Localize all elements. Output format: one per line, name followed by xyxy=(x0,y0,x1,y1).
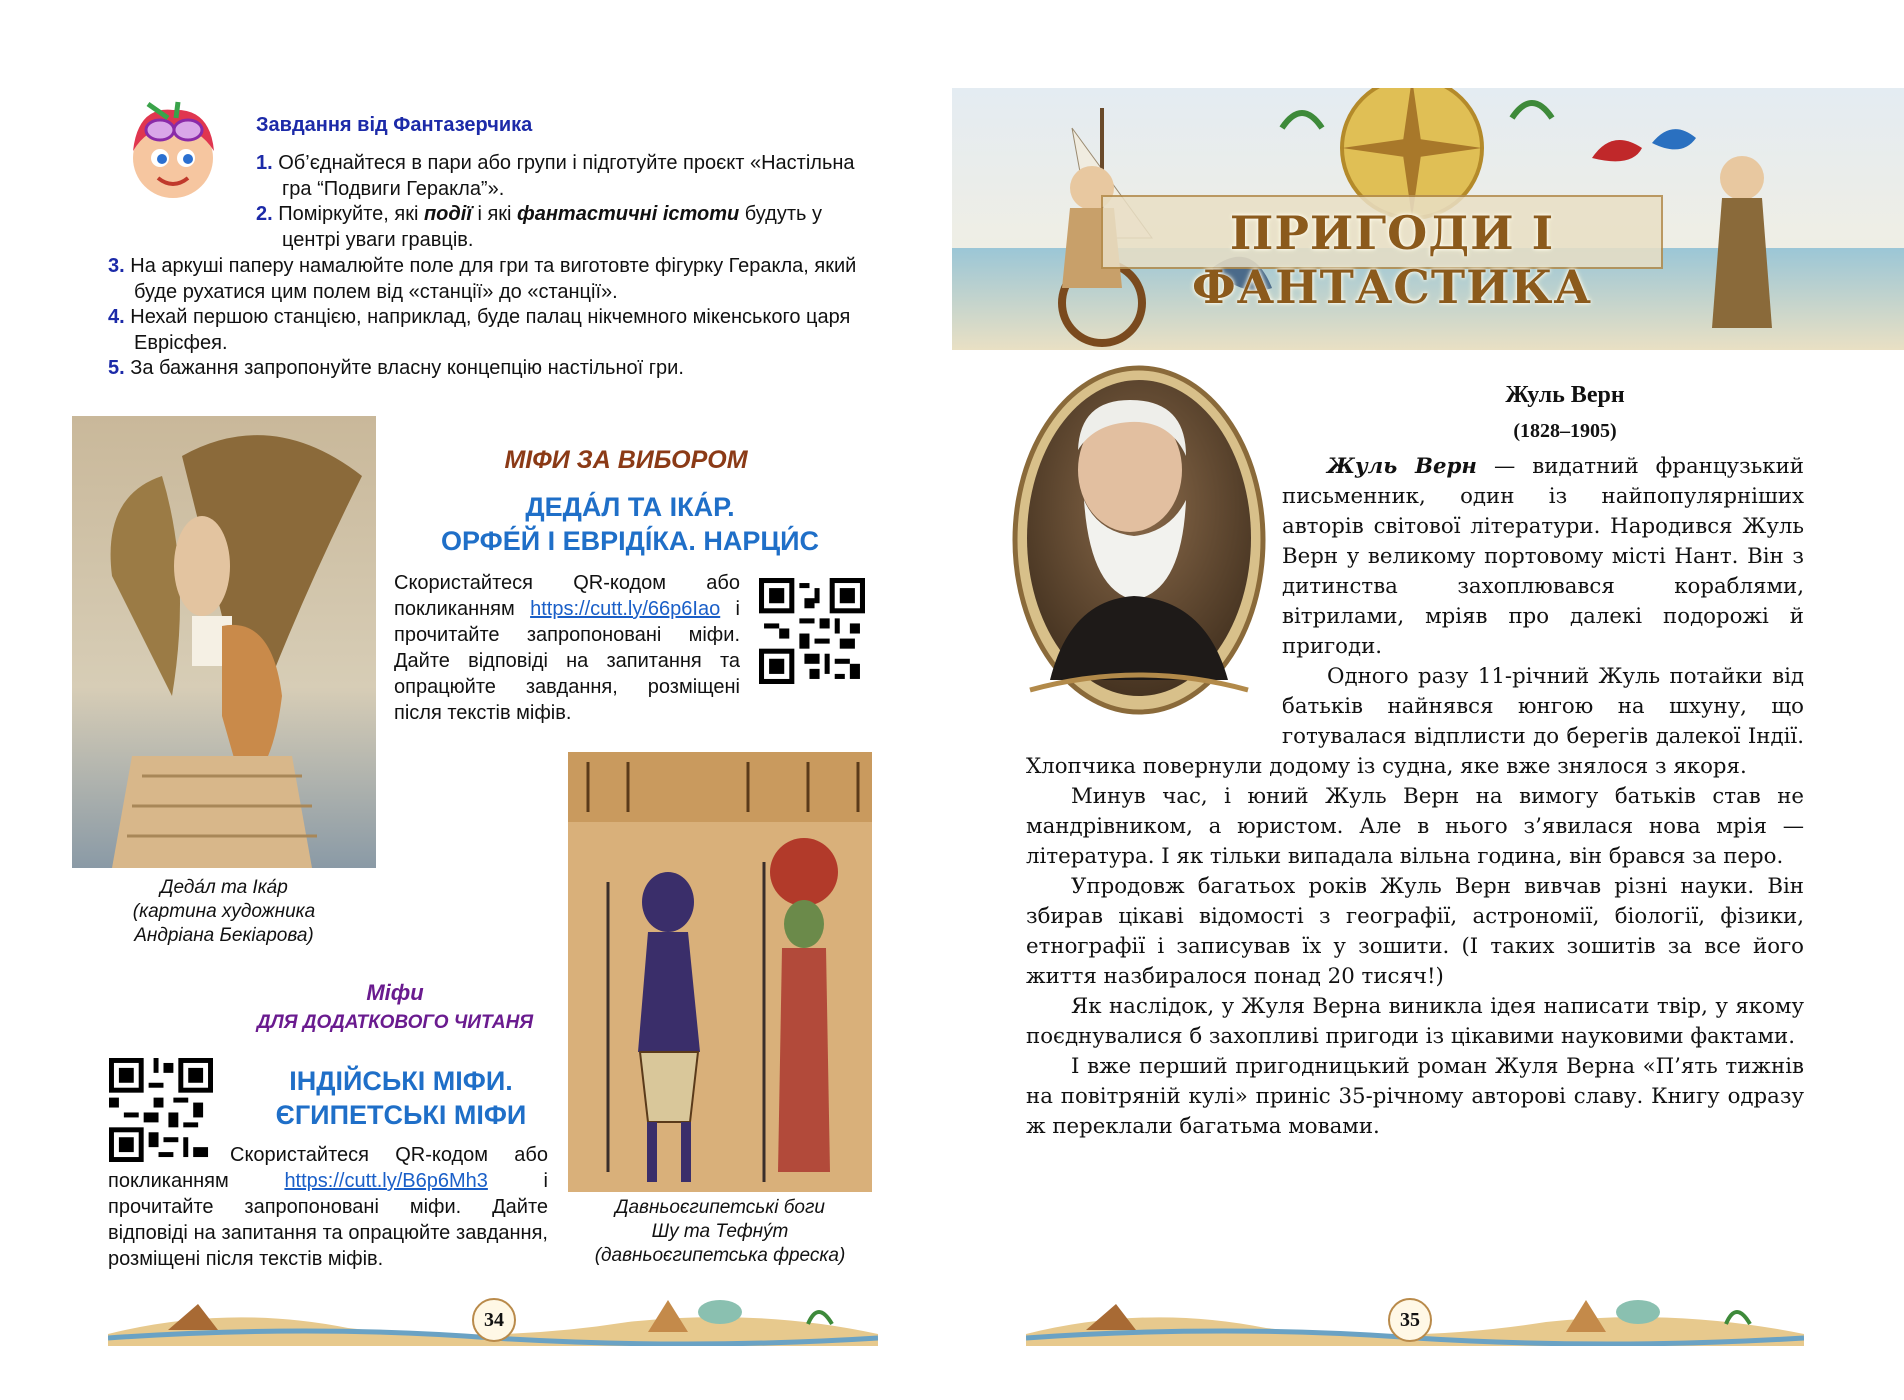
task-item: 3. На аркуші паперу намалюйте поле для гри та виготовте фігурку Геракла, який буде рухатися цим полем від «станції» до «станції». xyxy=(108,255,857,303)
egyptian-fresco xyxy=(568,752,872,1192)
extra-heading2: ДЛЯ ДОДАТКОВОГО ЧИТАНЯ xyxy=(256,1012,534,1033)
task-title: Завдання від Фантазерчика xyxy=(256,114,533,136)
page-number: 35 xyxy=(1388,1298,1432,1342)
myths-choice-heading: МІФИ ЗА ВИБОРОМ xyxy=(504,446,748,474)
task-list-top xyxy=(256,151,884,253)
right-page xyxy=(952,0,1904,1400)
daedalus-painting xyxy=(72,416,376,868)
author-dates: (1828–1905) xyxy=(1513,420,1617,442)
extra-titles: ІНДІЙСЬКІ МІФИ. ЄГИПЕТСЬКІ МІФИ xyxy=(275,1066,527,1130)
extra-link[interactable]: https://cutt.ly/B6p6Mh3 xyxy=(284,1170,488,1192)
extra-text: Скористайтеся QR-кодом або покликанням https://cutt.ly/B6p6Mh3 і прочитайте запропоновані міфи. Дайте відповіді на запитання та опрацюйте завдання, розміщені після текстів міфів. xyxy=(108,1144,548,1270)
myths-choice-link[interactable]: https://cutt.ly/66p6Iao xyxy=(530,598,721,620)
biography-text xyxy=(1026,452,1804,1142)
biography-paragraph: Як наслідок, у Жуля Верна виникла ідея написати твір, у якому поєднувалися б захопливі пригоди із цікавими науковими фактами. xyxy=(1026,994,1804,1049)
biography-paragraph: Минув час, і юний Жуль Верн на вимогу батьків став не мандрівником, а юристом. Але в нього з’явилася нова мрія — література. І як тільки випадала вільна година, він брався за перо. xyxy=(1026,784,1804,869)
biography-paragraph: Упродовж багатьох років Жуль Верн вивчав різні науки. Він збирав цікаві відомості з географії, астрономії, біології, фізики, етнографії і записував їх у зошити. (І таких зошитів за все його життя назбиралося понад 20 тисяч!) xyxy=(1026,874,1804,989)
myths-choice-text: Скористайтеся QR-кодом або покликанням https://cutt.ly/66p6Iao і прочитайте запропоновані міфи. Дайте відповіді на запитання та опрацюйте завдання, розміщені після текстів міфів. xyxy=(394,572,740,724)
egypt-caption: Давньоєгипетські боги Шу та Тефну́т (давньоєгипетська фреска) xyxy=(594,1197,846,1266)
task-item: 5. За бажання запропонуйте власну концепцію настільної гри. xyxy=(108,357,684,379)
task-list-bottom xyxy=(108,254,878,382)
biography-paragraph: Жуль Верн — видатний французький письменник, один із найпопулярніших авторів світової літератури. Народився Жуль Верн у великому портовому місті Нант. Він з дитинства захоплювався кораблями, вітрилами, мріяв про далекі подорожі й пригоди. xyxy=(1282,454,1804,659)
myths-choice-titles: ДЕДА́Л ТА ІКА́Р. ОРФЕ́Й І ЕВРІДІ́КА. НАРЦИ́С xyxy=(441,492,819,556)
portrait-spacer xyxy=(1026,452,1282,752)
extra-heading1: Міфи xyxy=(366,980,424,1005)
task-item: 2. Поміркуйте, які події і які фантастичні істоти будуть у центрі уваги гравців. xyxy=(256,203,822,251)
mascot-icon xyxy=(118,96,228,206)
task-item: 1. Об’єднайтеся в пари або групи і підготуйте проєкт «Настільна гра “Подвиги Геракла”». xyxy=(256,152,855,200)
banner-title: ПРИГОДИ І ФАНТАСТИКА xyxy=(1192,206,1592,314)
biography-paragraph: І вже перший пригодницький роман Жуля Верна «П’ять тижнів на повітряній кулі» приніс 35-річному авторові славу. Книгу одразу ж переклали багатьма мовами. xyxy=(1026,1054,1804,1139)
biography-paragraph: Одного разу 11-річний Жуль потайки від батьків найнявся юнгою на шхуну, що готувалася відплисти до берегів далекої Індії. Хлопчика повернули додому із судна, яке вже знялося з якоря. xyxy=(1026,664,1804,779)
daedalus-caption: Деда́л та Іка́р (картина художника Андріана Бекіарова) xyxy=(132,877,316,946)
task-item: 4. Нехай першою станцією, наприклад, буде палац нікчемного мікенського царя Еврісфея. xyxy=(108,306,851,354)
qr-code-icon[interactable] xyxy=(758,578,866,684)
author-name: Жуль Верн xyxy=(1505,382,1625,408)
page-number: 34 xyxy=(472,1298,516,1342)
